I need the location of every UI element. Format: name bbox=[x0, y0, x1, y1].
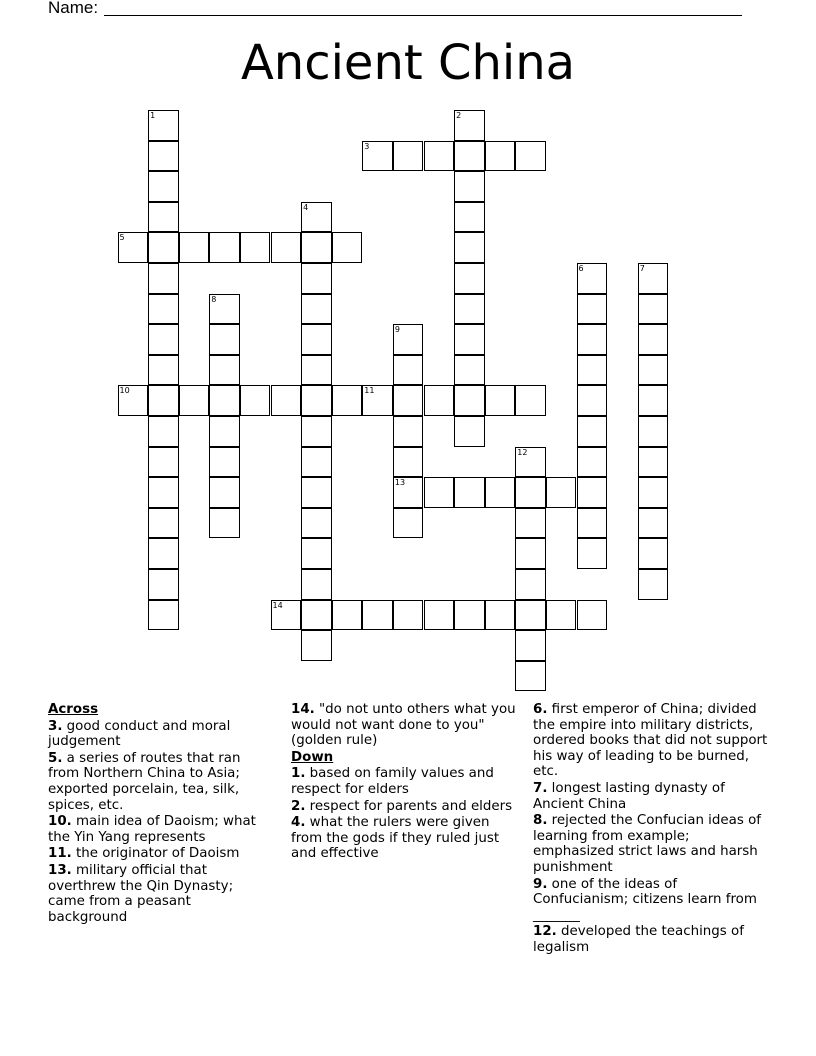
grid-cell[interactable] bbox=[118, 232, 149, 263]
name-label: Name: bbox=[48, 0, 99, 17]
clue-number: 2 bbox=[456, 111, 462, 120]
grid-cell[interactable] bbox=[148, 324, 179, 355]
grid-cell[interactable] bbox=[515, 661, 546, 692]
grid-cell[interactable] bbox=[148, 294, 179, 325]
grid-cell[interactable] bbox=[301, 385, 332, 416]
grid-cell[interactable] bbox=[454, 232, 485, 263]
grid-cell[interactable] bbox=[179, 232, 210, 263]
clue-column-2 bbox=[291, 702, 516, 863]
grid-cell[interactable] bbox=[271, 600, 302, 631]
grid-cell[interactable] bbox=[454, 416, 485, 447]
grid-cell[interactable] bbox=[546, 477, 577, 508]
clue-number: 11 bbox=[364, 386, 375, 396]
grid-cell[interactable] bbox=[638, 355, 669, 386]
clue-across-10: 10. main idea of Daoism; what the Yin Yang represents bbox=[48, 814, 256, 845]
grid-cell[interactable] bbox=[577, 324, 608, 355]
grid-cell[interactable] bbox=[454, 385, 485, 416]
clue-number: 4 bbox=[303, 202, 309, 212]
grid-cell[interactable] bbox=[148, 508, 179, 539]
grid-cell[interactable] bbox=[332, 385, 363, 416]
grid-cell[interactable] bbox=[515, 385, 546, 416]
clue-down-4: 4. what the rulers were given from the gods if they ruled just and effective bbox=[291, 815, 500, 862]
clue-across-5: 5. a series of routes that ran from Northern China to Asia; exported porcelain, tea, silk, spices, etc. bbox=[48, 750, 241, 813]
page-title: Ancient China bbox=[240, 35, 576, 91]
grid-cell[interactable] bbox=[638, 569, 669, 600]
grid-cell[interactable] bbox=[148, 202, 179, 233]
grid-cell[interactable] bbox=[148, 263, 179, 294]
grid-cell[interactable] bbox=[546, 600, 577, 631]
grid-cell[interactable] bbox=[454, 477, 485, 508]
grid-cell[interactable] bbox=[240, 385, 271, 416]
grid-cell[interactable] bbox=[148, 447, 179, 478]
grid-cell[interactable] bbox=[393, 477, 424, 508]
clue-across-11: 11. the originator of Daoism bbox=[48, 846, 240, 862]
grid-cell[interactable] bbox=[515, 630, 546, 661]
grid-cell[interactable] bbox=[301, 508, 332, 539]
down-heading: Down bbox=[291, 749, 334, 765]
grid-cell[interactable] bbox=[577, 416, 608, 447]
grid-cell[interactable] bbox=[148, 600, 179, 631]
clue-number: 12 bbox=[517, 447, 528, 457]
grid-cell[interactable] bbox=[362, 600, 393, 631]
grid-cell[interactable] bbox=[209, 416, 240, 447]
clue-down-6: 6. first emperor of China; divided the empire into military districts, ordered books that did not support his way of leading to be burned, etc. bbox=[533, 702, 768, 780]
grid-cell[interactable] bbox=[424, 477, 455, 508]
grid-cell[interactable] bbox=[485, 141, 516, 172]
grid-cell[interactable] bbox=[301, 538, 332, 569]
clue-number: 7 bbox=[639, 264, 645, 273]
grid-cell[interactable] bbox=[301, 569, 332, 600]
grid-cell[interactable] bbox=[638, 263, 669, 294]
grid-cell[interactable] bbox=[515, 538, 546, 569]
grid-cell[interactable] bbox=[638, 477, 669, 508]
clue-number: 8 bbox=[211, 294, 217, 304]
grid-cell[interactable] bbox=[148, 171, 179, 202]
grid-cell[interactable] bbox=[118, 385, 149, 416]
clue-down-2: 2. respect for parents and elders bbox=[291, 798, 513, 814]
clue-down-8: 8. rejected the Confucian ideas of learning from example; emphasized strict laws and harsh punishment bbox=[533, 813, 761, 875]
grid-cell[interactable] bbox=[485, 385, 516, 416]
clue-number: 14 bbox=[272, 600, 283, 610]
grid-cell[interactable] bbox=[454, 141, 485, 172]
grid-cell[interactable] bbox=[209, 294, 240, 325]
grid-cell[interactable] bbox=[148, 141, 179, 172]
grid-cell[interactable] bbox=[424, 385, 455, 416]
grid-cell[interactable] bbox=[577, 477, 608, 508]
grid-cell[interactable] bbox=[362, 385, 393, 416]
clue-number: 3 bbox=[364, 141, 370, 151]
grid-cell[interactable] bbox=[332, 232, 363, 263]
grid-cell[interactable] bbox=[148, 232, 179, 263]
grid-cell[interactable] bbox=[332, 600, 363, 631]
grid-cell[interactable] bbox=[485, 600, 516, 631]
grid-cell[interactable] bbox=[424, 600, 455, 631]
clue-number: 6 bbox=[578, 264, 584, 273]
grid-cell[interactable] bbox=[393, 324, 424, 355]
grid-cell[interactable] bbox=[301, 600, 332, 631]
grid-cell[interactable] bbox=[148, 416, 179, 447]
grid-cell[interactable] bbox=[454, 355, 485, 386]
grid-cell[interactable] bbox=[148, 110, 179, 141]
grid-cell[interactable] bbox=[393, 447, 424, 478]
clue-down-1: 1. based on family values and respect for elders bbox=[291, 766, 494, 797]
grid-cell[interactable] bbox=[638, 538, 669, 569]
grid-cell[interactable] bbox=[301, 294, 332, 325]
grid-cell[interactable] bbox=[148, 477, 179, 508]
grid-cell[interactable] bbox=[515, 477, 546, 508]
grid-cell[interactable] bbox=[301, 324, 332, 355]
grid-cell[interactable] bbox=[393, 416, 424, 447]
grid-cell[interactable] bbox=[240, 232, 271, 263]
grid-cell[interactable] bbox=[393, 141, 424, 172]
grid-cell[interactable] bbox=[209, 355, 240, 386]
clue-number: 10 bbox=[119, 386, 130, 396]
grid-cell[interactable] bbox=[209, 477, 240, 508]
grid-cell[interactable] bbox=[301, 263, 332, 294]
grid-cell[interactable] bbox=[577, 600, 608, 631]
grid-cell[interactable] bbox=[209, 324, 240, 355]
grid-cell[interactable] bbox=[577, 508, 608, 539]
grid-cell[interactable] bbox=[515, 508, 546, 539]
grid-cell[interactable] bbox=[148, 355, 179, 386]
grid-cell[interactable] bbox=[515, 447, 546, 478]
grid-cell[interactable] bbox=[577, 385, 608, 416]
grid-cell[interactable] bbox=[454, 294, 485, 325]
grid-cell[interactable] bbox=[577, 355, 608, 386]
grid-cell[interactable] bbox=[454, 171, 485, 202]
grid-cell[interactable] bbox=[301, 202, 332, 233]
grid-cell[interactable] bbox=[577, 263, 608, 294]
grid-cell[interactable] bbox=[638, 324, 669, 355]
across-heading: Across bbox=[48, 702, 99, 717]
grid-cell[interactable] bbox=[454, 110, 485, 141]
grid-cell[interactable] bbox=[638, 385, 669, 416]
clue-column-3 bbox=[533, 702, 768, 957]
grid-cell[interactable] bbox=[424, 141, 455, 172]
clue-down-7: 7. longest lasting dynasty of Ancient China bbox=[533, 780, 725, 812]
grid-cell[interactable] bbox=[301, 630, 332, 661]
grid-cell[interactable] bbox=[515, 600, 546, 631]
grid-cell[interactable] bbox=[577, 294, 608, 325]
grid-cell[interactable] bbox=[485, 477, 516, 508]
grid-cell[interactable] bbox=[638, 447, 669, 478]
clue-number: 5 bbox=[119, 233, 125, 243]
grid-cell[interactable] bbox=[209, 385, 240, 416]
grid-cell[interactable] bbox=[362, 141, 393, 172]
grid-cell[interactable] bbox=[209, 447, 240, 478]
clue-column-1 bbox=[48, 702, 273, 926]
grid-cell[interactable] bbox=[454, 324, 485, 355]
grid-cell[interactable] bbox=[209, 508, 240, 539]
clue-across-3: 3. good conduct and moral judgement bbox=[48, 718, 231, 750]
grid-cell[interactable] bbox=[148, 385, 179, 416]
grid-cell[interactable] bbox=[301, 232, 332, 263]
grid-cell[interactable] bbox=[638, 508, 669, 539]
grid-cell[interactable] bbox=[454, 263, 485, 294]
grid-cell[interactable] bbox=[393, 600, 424, 631]
grid-cell[interactable] bbox=[577, 447, 608, 478]
grid-cell[interactable] bbox=[271, 232, 302, 263]
grid-cell[interactable] bbox=[301, 355, 332, 386]
grid-cell[interactable] bbox=[301, 416, 332, 447]
grid-cell[interactable] bbox=[393, 355, 424, 386]
grid-cell[interactable] bbox=[454, 600, 485, 631]
grid-cell[interactable] bbox=[148, 569, 179, 600]
clue-across-13: 13. military official that overthrew the Qin Dynasty; came from a peasant background bbox=[48, 862, 234, 925]
grid-cell[interactable] bbox=[454, 202, 485, 233]
clue-number: 13 bbox=[394, 478, 406, 488]
grid-cell[interactable] bbox=[271, 385, 302, 416]
clue-number: 9 bbox=[394, 325, 400, 335]
grid-cell[interactable] bbox=[515, 569, 546, 600]
grid-cell[interactable] bbox=[638, 294, 669, 325]
clue-down-12: 12. developed the teachings of legalism bbox=[533, 924, 744, 955]
grid-cell[interactable] bbox=[301, 477, 332, 508]
clue-across-14: 14. "do not unto others what you would not want done to you"(golden rule) bbox=[291, 702, 516, 749]
grid-cell[interactable] bbox=[393, 508, 424, 539]
grid-cell[interactable] bbox=[638, 416, 669, 447]
clue-number: 1 bbox=[150, 111, 156, 120]
grid-cell[interactable] bbox=[179, 385, 210, 416]
grid-cell[interactable] bbox=[209, 232, 240, 263]
clue-down-9: 9. one of the ideas of Confucianism; citizens learn from _______ bbox=[533, 876, 757, 923]
grid-cell[interactable] bbox=[393, 385, 424, 416]
grid-cell[interactable] bbox=[148, 538, 179, 569]
grid-cell[interactable] bbox=[515, 141, 546, 172]
grid-cell[interactable] bbox=[301, 447, 332, 478]
grid-cell[interactable] bbox=[577, 538, 608, 569]
